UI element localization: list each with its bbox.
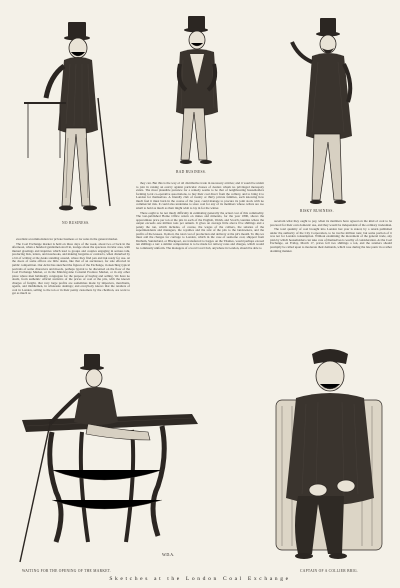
caption-risky-business: RISKY BUSINESS. [300,209,334,213]
illustration-risky-business [268,8,378,220]
paragraph: The Coal Exchange market is held on three days of the week, about two o'clock in the afternoon, when a hundred gentlemen stroll in, lounge about the spacious circular area, with mutual greetings and inquiries which lead to groups and couples engaging in serious talk, producing lists, letters, and notebooks, and making bargains or contracts, when disturbed by a bit of writing at the desks standing around, where they find pen and ink ready for use. At the doors of some offices are little desks, like that of an auctioneer, for sale effected in public competition. Our Artist has sketched the figures of the Exchange, in sketching typical portraits of some characters and moods, perhaps typical to be discerned on the floor of the Coal Exchange Market, or in the Mincing-lane Colonial Produce Market, or in any other place where men habitually congregate for the purpose of buying and selling. We have no doubt, from authentic official statistics of the prices of coal at the pits, with the known charges of freight, that very large profits are sometimes made by importers, merchants, agents, and middlemen, in wholesale dealings; and everybody knows that the retailers of coal in London, selling to the ton or in their penny customers by the cheldron, are wont to get as much as [12,241,130,296]
caption-captain: CAPTAIN OF A COLLIER BRIG. [300,569,359,573]
caption-bad-business: BAD BUSINESS. [176,170,207,174]
page-title: Sketches at the London Coal Exchange [109,576,291,582]
caption-waiting: WAITING FOR THE OPENING OF THE MARKET. [22,569,112,573]
paragraph: excellent accommodation for private business or for sales in the general market. [16,238,118,241]
illustration-no-business [20,8,130,230]
artist-signature: W.D.A. [162,552,175,557]
paragraph: The total quantity of coal brought into London last year is stated, by a return published under the authority of the City Corporation, to be twelve million tons; but some portion of it was not for London consumption. Without examining the movement of the general trade, any plan by which householders can take care of themselves is worthy of consideration. At the Coal Exchange, on Friday, March 17, prices fell two shillings a ton, and the retailers should promptly be called upon to moderate their demands, which rose during the late panic in a rather alarming manner. [270,227,392,253]
illustration-bad-business [150,8,240,173]
paragraph: ascertain what they ought to pay, when its members have agreed on the kind of coal to be procured for their own domestic use, and they would be independent of the ordinary tradesman. [270,220,392,227]
paragraph: they can. But this is the way of all distributive trade in necessary articles; and it would be unfair to join in raising an outcry against particular classes of dealers whom no privileged monopoly exists. The most plausible pretence for a remedy seems to be that of neighbouring householders forming local co-operative associations, to buy their coal direct from the colliery, and to bring it to London for themselves. A friendly club of twenty or thirty private families, each knowing how much fuel it must burn in the course of the year, could manage to procure its joint stock with no commercial risk. It could also undertake to store coal for any of its members whose cellars are too small to hold as much as their might wish to lay in for the winter. [136,182,264,210]
illustration-captain [262,340,396,568]
paragraph: There ought to be not much difficulty in estimating generally the actual cost of this commodity. The last-published Home Office return on mines and minerals, for the year 1890, shows the approximate price per ton at the pits in each of the English, Welsh, and Scotch counties where the output exceeds one million tons per annum. It gives an average little above five shillings and a penny the ton, which includes, of course, the wages of the colliers, the salaries of the superintendents and managers, the royalties and the rent of the pits to the landowners, and the profits of the lessees. In short, the total cost of production and delivery at the pit's mouth. To this we must add the charges for carriage to London, which in the case of seaborne coal, shipped from Durham, Sunderland, or Blackpool, are transferred to barges on the Thames, would perhaps exceed ten shillings a ton: a similar computation is to be made for railway rates and charges, which would be commonly uniform. The managers of a local Coal Club, anywhere in London, should be able to [136,210,264,251]
text-column-middle [136,182,264,332]
caption-no-business: NO BUSINESS. [62,221,90,225]
text-column-right [270,220,392,335]
illustration-waiting-man [12,350,202,568]
